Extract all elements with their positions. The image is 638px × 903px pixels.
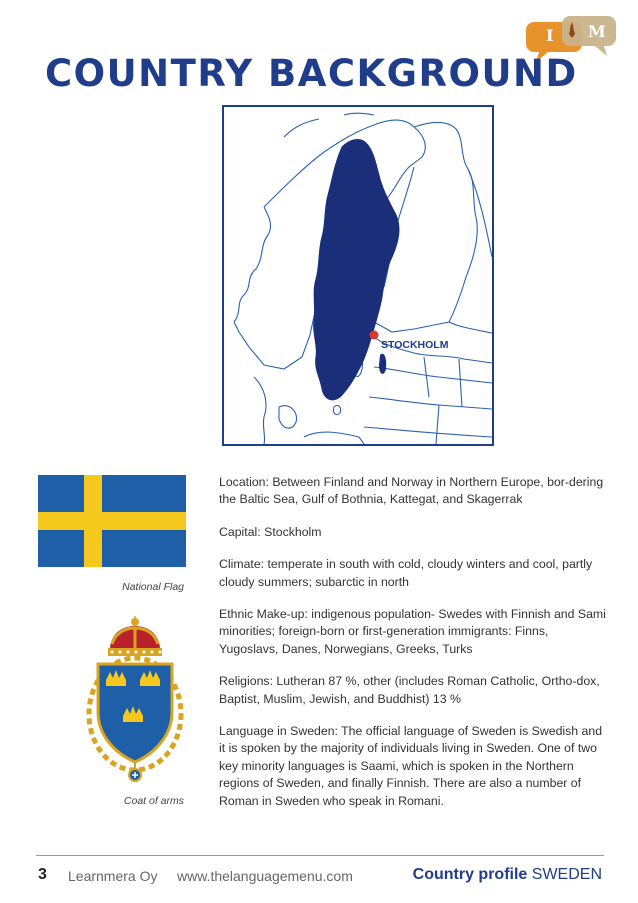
fact-ethnic-makeup: Ethnic Make-up: indigenous population- Swedes with Finnish and Sami minorities; foreign-born or first-generation immigrants: Finns, Yugoslavs, Danes, Norwegians, Greeks, Turks: [219, 607, 606, 656]
coat-of-arms: [82, 614, 188, 784]
stockholm-marker: [370, 331, 379, 340]
logo-letter-i: I: [546, 26, 554, 45]
page-footer: [36, 866, 606, 888]
fact-language: Language in Sweden: The official language of Sweden is Swedish and it is spoken by the majority of individuals living in Sweden. One of two key minority languages is Saami, which is spoken in the Northern regions of Sweden, and finally Finnish. There are also a number of Roman in Sweden who speak in Romani.: [219, 724, 603, 808]
country-profile-label: [413, 866, 602, 884]
logo-letter-m: M: [588, 22, 606, 41]
national-flag: [38, 475, 186, 567]
website-link[interactable]: www.thelanguagemenu.com: [177, 868, 353, 884]
profile-country: SWEDEN: [531, 866, 602, 883]
country-facts: [219, 474, 611, 825]
fact-capital: Capital: Stockholm: [219, 524, 322, 539]
flag-caption: National Flag: [122, 581, 184, 593]
publisher-name: Learnmera Oy: [68, 868, 158, 884]
stockholm-label: STOCKHOLM: [381, 339, 449, 351]
footer-divider: [36, 855, 604, 856]
fact-location: Location: Between Finland and Norway in Northern Europe, bor-dering the Baltic Sea, Gulf of Bothnia, Kattegat, and Skagerrak: [219, 475, 604, 507]
sweden-shape: [314, 140, 399, 400]
fact-religions: Religions: Lutheran 87 %, other (includes Roman Catholic, Ortho-dox, Baptist, Muslim, Jewish, and Buddhist) 13 %: [219, 674, 600, 706]
profile-label-bold: Country profile: [412, 866, 528, 883]
coat-caption: Coat of arms: [123, 795, 184, 807]
page-title: COUNTRY BACKGROUND: [45, 52, 578, 95]
map-graphic: [224, 107, 492, 444]
page-number: 3: [38, 866, 47, 883]
fact-climate: Climate: temperate in south with cold, cloudy winters and cool, partly cloudy summers; subarctic in north: [219, 557, 593, 589]
sweden-map: [222, 105, 494, 446]
